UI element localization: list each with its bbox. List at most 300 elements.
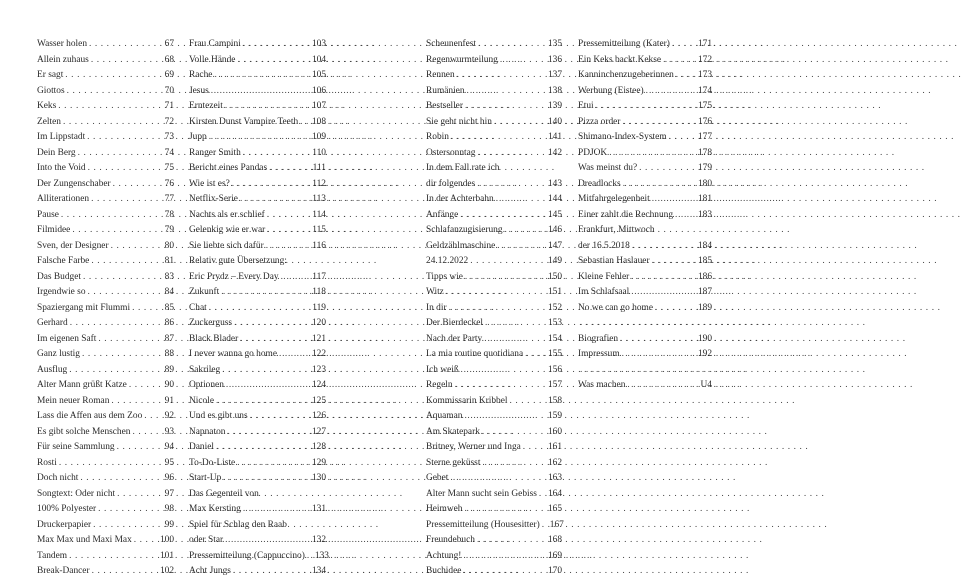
toc-entry-title: Songtext: Oder nicht — [37, 488, 116, 499]
toc-entry-title: Es gibt solche Menschen — [37, 426, 131, 437]
toc-entry-page: 180 — [697, 178, 712, 189]
toc-entry — [426, 270, 562, 286]
toc-entry-page: 88 — [164, 349, 174, 359]
toc-entry-title: der 16.5.2018 — [578, 240, 630, 251]
toc-leader-dots — [89, 192, 165, 208]
toc-entry — [37, 146, 174, 162]
toc-entry-title: Mein neuer Roman — [37, 395, 110, 406]
toc-leader-dots — [209, 84, 312, 100]
toc-entry-title: Pressemitteilung (Kater) — [578, 39, 670, 49]
toc-leader-dots — [476, 37, 548, 53]
toc-entry — [189, 456, 326, 472]
toc-entry — [189, 332, 326, 348]
toc-entry-title: Rennen — [426, 70, 455, 80]
toc-entry-page: 123 — [311, 364, 326, 375]
toc-leader-dots — [578, 363, 712, 379]
toc-leader-dots — [503, 223, 548, 239]
toc-leader-dots — [59, 208, 165, 224]
toc-entry-title: Tipps wie — [426, 271, 463, 282]
toc-entry — [426, 208, 562, 224]
toc-entry-page: 117 — [312, 271, 326, 282]
toc-entry — [189, 518, 326, 534]
toc-entry — [578, 270, 712, 286]
toc-leader-dots — [89, 254, 164, 270]
toc-entry-title: Zukunft — [189, 287, 220, 297]
toc-entry — [426, 409, 562, 425]
toc-entry — [189, 239, 326, 255]
toc-leader-dots — [482, 332, 548, 348]
toc-entry-page: 183 — [697, 209, 712, 220]
toc-entry — [426, 301, 562, 317]
toc-entry-title: Werbung (Eistee) — [578, 85, 644, 96]
toc-entry-title: In dir — [426, 302, 447, 313]
toc-entry — [578, 301, 712, 317]
toc-leader-dots — [607, 146, 698, 162]
toc-entry — [189, 285, 326, 301]
toc-leader-dots — [625, 378, 700, 394]
toc-entry-page: 118 — [312, 287, 326, 297]
toc-entry-title: Mitfahrgelegenheit — [578, 194, 650, 204]
toc-leader-dots — [265, 208, 313, 224]
toc-entry-title: Filmidee — [37, 225, 71, 235]
toc-entry — [578, 223, 712, 239]
toc-entry-page: 91 — [164, 395, 174, 406]
toc-entry-title: Ganz lustig — [37, 349, 80, 359]
toc-entry — [37, 254, 174, 270]
toc-entry-page: U4 — [700, 380, 712, 390]
toc-entry-title: Giottos — [37, 85, 65, 96]
toc-entry-page: 108 — [311, 116, 326, 127]
toc-leader-dots — [241, 37, 312, 53]
toc-entry-page: 156 — [547, 364, 562, 375]
toc-entry-page: 152 — [547, 302, 562, 313]
toc-entry-page: 133 — [314, 550, 329, 561]
toc-entry-title: Er sagt — [37, 70, 64, 80]
toc-entry — [37, 84, 174, 100]
toc-leader-dots — [223, 533, 312, 549]
toc-entry-title: Into the Void — [37, 163, 86, 173]
toc-entry-title: Pressemitteilung (Housesitter) — [426, 519, 540, 530]
toc-entry-title: Sven, der Designer — [37, 240, 109, 251]
toc-entry-title: To-Do-Liste — [189, 457, 236, 468]
toc-leader-dots — [86, 285, 165, 301]
toc-entry-title: In dem Fall rate ich — [426, 163, 500, 173]
toc-entry — [578, 177, 712, 193]
toc-leader-dots — [277, 347, 312, 363]
toc-entry-page: 175 — [697, 101, 712, 111]
toc-leader-dots — [480, 456, 548, 472]
toc-entry-page: 154 — [547, 333, 562, 344]
toc-leader-dots — [475, 177, 548, 193]
toc-leader-dots — [459, 363, 548, 379]
toc-entry-title: Im eigenen Saft — [37, 333, 97, 344]
toc-entry-title: Pause — [37, 209, 59, 220]
toc-entry — [37, 37, 174, 53]
toc-entry-page: 143 — [547, 178, 562, 189]
toc-entry-page: 89 — [164, 364, 174, 375]
toc-entry-title: Sakrileg — [189, 364, 221, 375]
toc-entry — [426, 285, 562, 301]
toc-leader-dots — [465, 84, 548, 100]
toc-entry-title: Alter Mann sucht sein Gebiss — [426, 488, 537, 499]
toc-entry-page: 163 — [547, 473, 562, 483]
toc-entry-page: 155 — [547, 349, 562, 359]
toc-entry-title: Freundebuch — [426, 535, 475, 545]
toc-entry-title: In der Achterbahn — [426, 194, 494, 204]
toc-entry-title: Kirsten Dunst Vampire Teeth — [189, 116, 299, 127]
toc-entry — [578, 115, 712, 131]
toc-entry-page: 68 — [164, 54, 174, 65]
toc-entry-title: I never wanna go home — [189, 349, 277, 359]
toc-entry — [426, 471, 562, 487]
toc-entry — [578, 192, 712, 208]
toc-entry-page: 179 — [697, 163, 712, 173]
toc-leader-dots — [444, 285, 548, 301]
toc-entry — [426, 68, 562, 84]
toc-entry — [426, 394, 562, 410]
toc-leader-dots — [650, 254, 698, 270]
toc-entry-title: Zelten — [37, 116, 61, 127]
toc-entry — [189, 471, 326, 487]
toc-entry-page: 107 — [311, 101, 326, 111]
toc-entry-title: Heimweh — [426, 504, 463, 514]
toc-entry-page: 73 — [164, 132, 174, 142]
toc-entry — [578, 254, 712, 270]
toc-leader-dots — [68, 316, 165, 332]
toc-entry-title: Keks — [37, 101, 57, 111]
toc-leader-dots — [223, 99, 312, 115]
toc-entry — [37, 68, 174, 84]
toc-entry — [426, 115, 562, 131]
toc-entry — [578, 53, 712, 69]
toc-entry-title: Schlafanzugisierung — [426, 225, 503, 235]
toc-entry — [37, 130, 174, 146]
toc-leader-dots — [264, 239, 313, 255]
toc-entry-title: Das Gegenteil von — [189, 488, 259, 499]
toc-entry — [189, 37, 326, 53]
toc-entry — [426, 502, 562, 518]
toc-entry — [189, 192, 326, 208]
toc-entry-page: 177 — [697, 132, 712, 142]
toc-entry-title: Für seine Sammlung — [37, 442, 115, 452]
toc-entry — [189, 549, 329, 565]
toc-entry — [426, 518, 562, 534]
toc-entry — [426, 316, 562, 332]
toc-leader-dots — [207, 130, 312, 146]
toc-leader-dots — [449, 130, 548, 146]
toc-entry — [189, 502, 326, 518]
toc-entry-page: 72 — [164, 116, 174, 127]
toc-entry — [578, 239, 712, 255]
toc-entry — [37, 363, 174, 379]
toc-entry-page: 128 — [311, 442, 326, 452]
toc-entry-page: 70 — [164, 85, 174, 96]
toc-leader-dots — [214, 394, 312, 410]
toc-entry-page: 119 — [312, 302, 326, 313]
toc-leader-dots — [461, 549, 548, 565]
toc-leader-dots — [265, 223, 312, 239]
toc-leader-dots — [494, 192, 548, 208]
toc-entry — [189, 68, 326, 84]
toc-entry-page: 134 — [311, 566, 326, 576]
toc-leader-dots — [86, 161, 165, 177]
toc-leader-dots — [115, 440, 165, 456]
toc-entry-title: Gebet — [426, 473, 449, 483]
toc-leader-dots — [220, 363, 312, 379]
toc-leader-dots — [475, 146, 547, 162]
toc-entry — [37, 564, 174, 580]
toc-entry-page: 90 — [164, 380, 174, 390]
toc-entry-title: Kanninchenzugeberinnen — [578, 70, 674, 80]
toc-entry-page: 140 — [547, 116, 562, 127]
toc-entry-title: Und es gibt uns — [189, 411, 248, 421]
toc-leader-dots — [241, 146, 312, 162]
toc-leader-dots — [224, 378, 312, 394]
toc-entry-title: dir folgendes — [426, 178, 476, 189]
toc-entry — [578, 146, 712, 162]
toc-entry-page: 171 — [697, 39, 712, 49]
toc-leader-dots — [115, 487, 165, 503]
toc-entry-page: 97 — [164, 488, 174, 499]
toc-entry-title: Ein Keks backt Kekse — [578, 54, 662, 65]
toc-leader-dots — [267, 161, 313, 177]
toc-entry-title: Lass die Affen aus dem Zoo — [37, 411, 143, 421]
toc-entry-title: Tandem — [37, 550, 68, 561]
toc-entry-page: 135 — [547, 39, 562, 49]
toc-leader-dots — [594, 99, 698, 115]
toc-leader-dots — [230, 177, 313, 193]
toc-entry-page: 116 — [312, 240, 326, 251]
toc-leader-dots — [620, 115, 698, 131]
toc-entry — [189, 394, 326, 410]
toc-entry-title: Alter Mann grüßt Katze — [37, 380, 127, 390]
toc-leader-dots — [214, 440, 312, 456]
toc-entry-title: Start-Up — [189, 473, 222, 483]
toc-entry — [578, 37, 712, 53]
toc-entry-page: 153 — [547, 318, 562, 328]
toc-entry-title: Ranger Smith — [189, 147, 241, 158]
toc-entry-page: 100 — [159, 535, 174, 545]
toc-entry-page: 169 — [547, 550, 562, 561]
toc-entry-title: Netflix-Serie — [189, 194, 238, 204]
toc-entry-title: Pressemitteilung (Cappuccino) — [189, 550, 305, 561]
toc-leader-dots — [537, 487, 548, 503]
toc-entry — [189, 316, 326, 332]
toc-entry — [37, 301, 174, 317]
toc-leader-dots — [56, 99, 164, 115]
toc-entry-page: 136 — [547, 54, 562, 65]
toc-leader-dots — [111, 177, 165, 193]
toc-entry — [37, 456, 174, 472]
toc-entry-page: 157 — [547, 380, 562, 390]
toc-entry-page: 75 — [164, 163, 174, 173]
toc-entry-title: Im Schlafsaal — [578, 287, 630, 297]
toc-entry — [37, 502, 174, 518]
toc-leader-dots — [667, 130, 698, 146]
toc-entry — [37, 332, 174, 348]
toc-entry — [37, 440, 174, 456]
toc-entry-title: Optionen — [189, 380, 224, 390]
toc-entry-page: 112 — [312, 178, 326, 189]
toc-entry — [37, 518, 174, 534]
toc-entry-page: 79 — [164, 225, 174, 235]
toc-entry-page: 141 — [547, 132, 562, 142]
toc-entry-title: Sie liebte sich dafür — [189, 240, 264, 251]
toc-entry — [37, 161, 174, 177]
toc-spacer — [578, 363, 712, 379]
toc-leader-dots — [629, 270, 698, 286]
toc-leader-dots — [298, 115, 312, 131]
toc-leader-dots — [475, 533, 548, 549]
toc-leader-dots — [492, 115, 548, 131]
toc-entry-page: 190 — [697, 333, 712, 344]
toc-entry-title: No we can go home — [578, 302, 653, 313]
toc-entry — [37, 285, 174, 301]
toc-entry-title: Nach der Party — [426, 333, 483, 344]
toc-leader-dots — [458, 208, 548, 224]
toc-leader-dots — [127, 378, 165, 394]
toc-entry-title: Was meinst du? — [578, 163, 638, 173]
toc-entry-page: 99 — [164, 519, 174, 530]
toc-entry-title: Im Lippstadt — [37, 132, 86, 142]
toc-entry — [189, 440, 326, 456]
toc-leader-dots — [483, 316, 548, 332]
toc-entry-title: Spiel für Schlag den Raab — [189, 519, 287, 530]
toc-entry — [578, 99, 712, 115]
toc-entry-page: 93 — [164, 426, 174, 437]
toc-entry — [426, 440, 562, 456]
toc-entry-page: 164 — [547, 488, 562, 499]
toc-entry-page: 161 — [547, 442, 562, 452]
toc-column-4 — [578, 37, 712, 394]
toc-entry-title: Napnaton — [189, 426, 226, 437]
toc-entry — [578, 285, 712, 301]
toc-entry-title: Das Budget — [37, 271, 82, 282]
toc-entry-title: Allein zuhaus — [37, 54, 89, 65]
toc-entry-page: 132 — [311, 535, 326, 545]
toc-entry — [426, 53, 562, 69]
toc-entry-page: 127 — [311, 426, 326, 437]
toc-entry — [578, 84, 712, 100]
toc-entry-page: 185 — [697, 256, 712, 266]
toc-leader-dots — [523, 347, 548, 363]
toc-entry-title: Shimano-Index-System — [578, 132, 667, 142]
toc-entry — [426, 347, 562, 363]
toc-entry-title: Doch nicht — [37, 473, 79, 483]
toc-leader-dots — [232, 316, 312, 332]
toc-entry — [37, 53, 174, 69]
toc-leader-dots — [235, 53, 312, 69]
toc-entry — [189, 115, 326, 131]
toc-entry-title: Black Blader — [189, 333, 239, 344]
toc-entry — [37, 425, 174, 441]
toc-entry-title: Sterne geküsst — [426, 457, 481, 468]
toc-leader-dots — [670, 37, 698, 53]
toc-leader-dots — [637, 161, 698, 177]
toc-entry — [426, 254, 562, 270]
toc-entry — [37, 192, 174, 208]
toc-leader-dots — [231, 564, 312, 580]
toc-leader-dots — [498, 53, 548, 69]
toc-entry-page: 109 — [311, 132, 326, 142]
toc-entry — [189, 378, 326, 394]
toc-leader-dots — [212, 68, 312, 84]
toc-entry-title: Kommissarin Kribbel — [426, 395, 508, 406]
toc-leader-dots — [67, 549, 160, 565]
toc-column-3 — [426, 37, 562, 580]
toc-entry-title: Pizza order — [578, 116, 621, 127]
toc-column-2 — [189, 37, 329, 580]
toc-entry-title: Spaziergang mit Flummi — [37, 302, 131, 313]
toc-entry — [37, 471, 174, 487]
toc-leader-dots — [620, 347, 698, 363]
toc-entry-page: 95 — [164, 457, 174, 468]
toc-leader-dots — [305, 549, 315, 565]
toc-leader-dots — [109, 239, 165, 255]
toc-leader-dots — [630, 239, 698, 255]
toc-entry — [426, 549, 562, 565]
toc-leader-dots — [238, 192, 312, 208]
toc-entry-title: Achtung! — [426, 550, 462, 561]
toc-entry — [189, 177, 326, 193]
toc-entry-title: Bericht eines Pandas — [189, 163, 268, 173]
toc-entry-title: Sebastian Haslauer — [578, 256, 650, 266]
toc-entry-title: Falsche Farbe — [37, 256, 90, 266]
toc-entry — [189, 409, 326, 425]
toc-entry-page: 129 — [311, 457, 326, 468]
toc-entry — [37, 239, 174, 255]
toc-entry — [37, 115, 174, 131]
toc-entry — [578, 161, 712, 177]
toc-leader-dots — [673, 208, 698, 224]
toc-leader-dots — [207, 301, 313, 317]
toc-entry-title: Jesus — [189, 85, 209, 96]
toc-entry-page: 83 — [164, 271, 174, 282]
toc-spacer — [578, 316, 712, 332]
toc-entry-page: 147 — [547, 240, 562, 251]
toc-entry-page: 74 — [164, 147, 174, 158]
toc-entry — [426, 192, 562, 208]
toc-entry — [578, 208, 712, 224]
toc-entry-title: Robin — [426, 132, 449, 142]
toc-entry-title: Kleine Fehler — [578, 271, 630, 282]
toc-entry-page: 67 — [164, 39, 174, 49]
toc-entry-page: 181 — [697, 194, 712, 204]
toc-leader-dots — [238, 332, 312, 348]
toc-entry — [578, 130, 712, 146]
toc-entry — [37, 549, 174, 565]
toc-entry-page: 137 — [547, 70, 562, 80]
toc-entry-title: Rosti — [37, 457, 57, 468]
toc-leader-dots — [235, 456, 312, 472]
toc-entry-title: Alliterationen — [37, 194, 90, 204]
toc-entry — [189, 564, 326, 580]
toc-entry-title: Dein Berg — [37, 147, 76, 158]
toc-entry-page: 178 — [697, 147, 712, 158]
toc-column-1 — [37, 37, 174, 580]
toc-leader-dots — [80, 347, 165, 363]
toc-entry-page: 104 — [311, 54, 326, 65]
toc-entry-page: 159 — [547, 411, 562, 421]
toc-entry-page: 150 — [547, 271, 562, 282]
toc-entry — [426, 378, 562, 394]
toc-entry-page: 76 — [164, 178, 174, 189]
toc-leader-dots — [653, 301, 698, 317]
toc-entry — [426, 99, 562, 115]
toc-entry-page: 84 — [164, 287, 174, 297]
toc-entry — [37, 378, 174, 394]
toc-entry-page: 173 — [697, 70, 712, 80]
